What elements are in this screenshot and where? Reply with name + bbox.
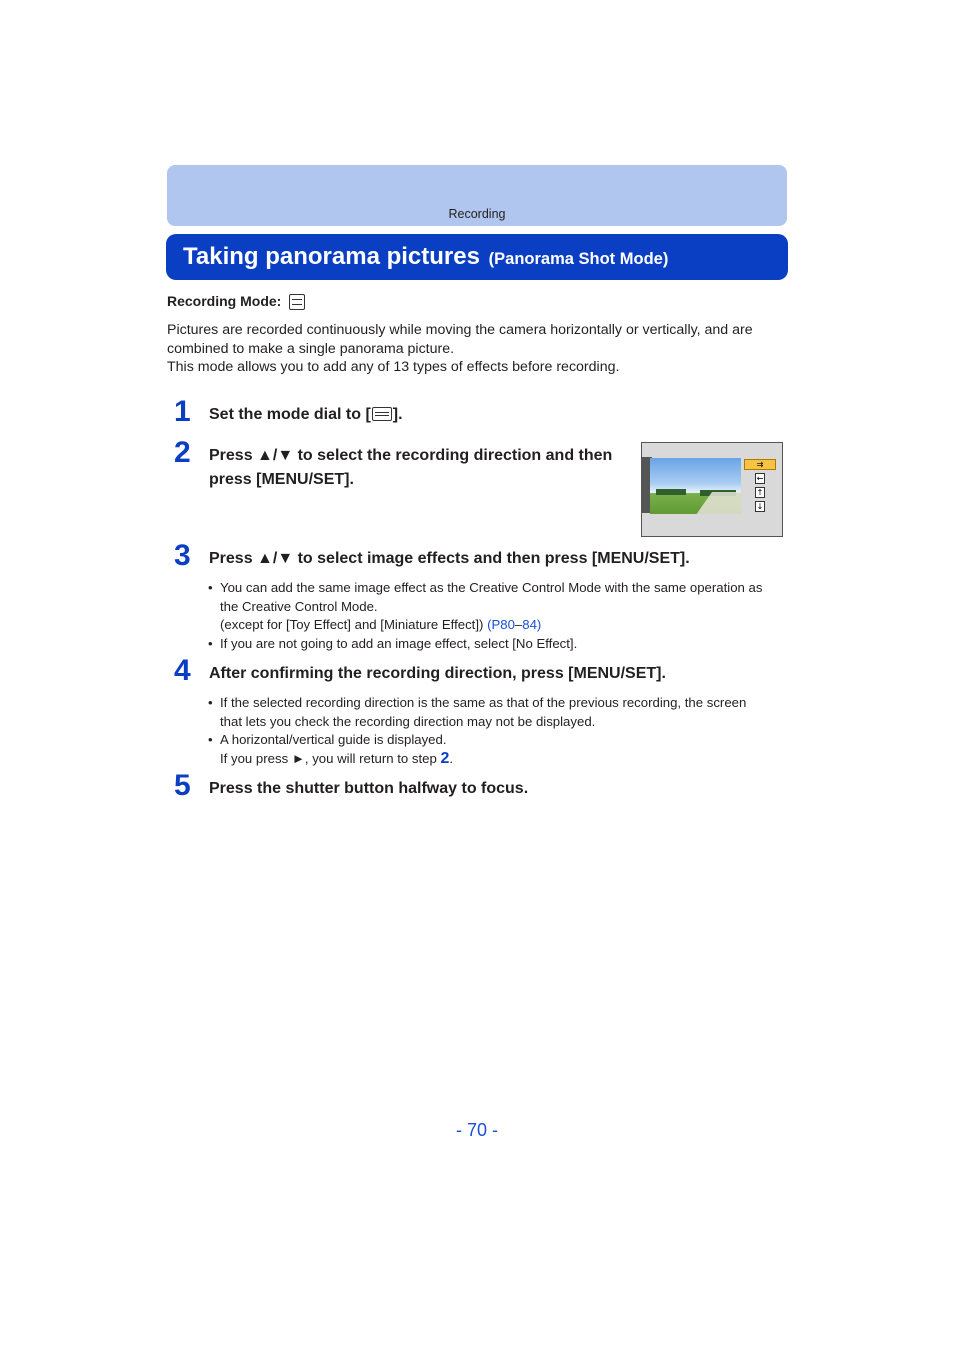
step-3-text: Press ▲/▼ to select image effects and then press [MENU/SET]. [209,550,690,567]
step-1-text-before: Set the mode dial to [ [209,406,371,423]
step-reference-2[interactable]: 2 [440,749,450,767]
step-2-line-2: press [MENU/SET]. [209,471,354,488]
note-text: You can add the same image effect as the Creative Control Mode with the same operation as [220,580,763,595]
tree-line [656,489,686,495]
step-2-line-1: Press ▲/▼ to select the recording direction and then [209,447,613,464]
step-number-1: 1 [174,395,191,428]
section-header-bar [167,165,787,226]
direction-left-icon: ← [756,474,764,483]
direction-right-icon: ⇉ [744,459,776,470]
page-link-p80[interactable]: (P80 [487,617,515,633]
step-5-text: Press the shutter button halfway to focus. [209,780,529,797]
note-text: If you are not going to add an image effect, select [No Effect]. [220,635,578,651]
page-number: - 70 - [455,1120,498,1140]
note-text-part: If you press ►, you will return to step [220,750,437,766]
page-title-main: Taking panorama pictures [183,243,480,270]
note-text-part: (except for [Toy Effect] and [Miniature Effect]) [220,617,484,633]
recording-mode-label: Recording Mode: [167,293,282,309]
step-number-3: 3 [174,539,191,572]
note-text: If the selected recording direction is the same as that of the previous recording, the screen [220,695,747,710]
note-text: the Creative Control Mode. [220,598,378,614]
link-separator: – [514,617,523,633]
direction-down-icon: ↓ [756,502,764,511]
note-text [220,750,788,769]
camera-screen-image [641,442,783,537]
section-label: Recording [448,207,506,221]
step-3-notes [208,579,788,653]
intro-paragraph [167,321,792,377]
step-1-text [209,403,403,427]
step-number-5: 5 [174,769,191,802]
note-text: A horizontal/vertical guide is displayed. [220,732,447,748]
intro-line-1: Pictures are recorded continuously while moving the camera horizontally or vertically, and are [167,322,753,338]
title-bar [166,234,788,280]
step-4-text: After confirming the recording direction, press [MENU/SET]. [209,665,666,682]
panorama-mode-icon [372,407,392,421]
page-title-sub: (Panorama Shot Mode) [488,250,669,268]
landscape-photo [650,458,741,514]
step-4-notes [208,694,788,768]
road [684,492,741,514]
page-link-84[interactable]: 84) [522,617,542,633]
panorama-mode-icon [289,294,305,310]
intro-line-2: combined to make a single panorama picture. [167,340,455,357]
note-text [220,616,788,635]
page-title [183,243,668,271]
list-item: • You can add the same image effect as the Creative Control Mode with the same operation as the Creative Control Mode. (except for [Toy Effect] and [Miniature Effect]) (P80–84) [208,579,788,635]
step-number-2: 2 [174,436,191,469]
recording-mode [167,293,305,310]
direction-up-icon: ↑ [756,488,764,497]
step-number-4: 4 [174,654,191,687]
note-text-part: . [449,750,454,766]
list-item: • If the selected recording direction is the same as that of the previous recording, the screen that lets you check the recording direction may not be displayed. [208,694,788,731]
list-item: • If you are not going to add an image effect, select [No Effect]. [208,635,788,654]
intro-line-3: This mode allows you to add any of 13 types of effects before recording. [167,359,620,376]
step-1-text-after: ]. [392,406,403,423]
list-item: • A horizontal/vertical guide is displayed. If you press ►, you will return to step 2. [208,731,788,768]
note-text: that lets you check the recording direction may not be displayed. [220,713,596,729]
step-2-text [209,444,612,492]
